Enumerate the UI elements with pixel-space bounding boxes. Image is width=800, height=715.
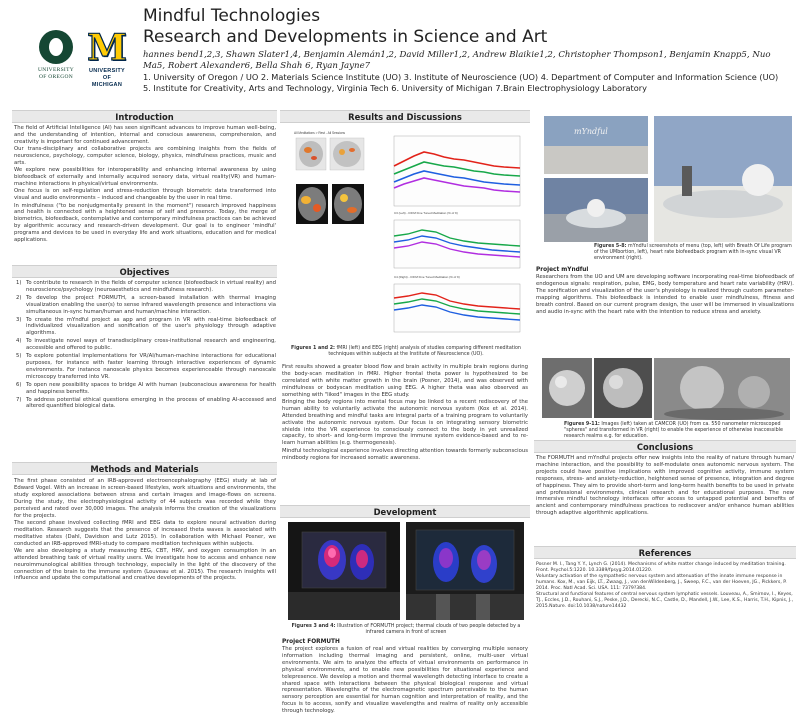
microscopy-figure-caption: [564, 422, 792, 440]
methods-body: [14, 478, 276, 583]
formuth-thermal-image-2: [406, 522, 524, 620]
objective-item: [14, 280, 276, 294]
eeg-plot-bottom: [394, 284, 520, 332]
university-of-michigan-logo: [86, 27, 128, 89]
objective-text: To develop the project FORMUTH, a screen-based installation with thermal imaging visualization enabling the user(s) to sense infrared wavelength presence and interactions via simultaneous in-sync human/human and human/machine interaction.: [26, 294, 276, 315]
fmri-title-label: All Meditations > Rest - All Sessions: [294, 131, 345, 135]
methods-paragraph: The second phase involved collecting fMRI and EEG data to explore neural activation during meditation. Research suggests that the presence of increased theta waves is associated with meditative states (Dahl, Davidson and Lutz 2015). In collaboration with Michael Posner, we conducted an IRB-approved fMRI-study to compare meditation techniques within subjects.: [14, 519, 276, 547]
poster-header: [0, 0, 800, 108]
eeg-plot-bottom-label: C4 (Right) - IOFM Fine Tuned Meditation (% of 9): [394, 275, 460, 279]
development-heading: Development: [280, 505, 530, 518]
university-of-oregon-logo: [30, 30, 82, 80]
eeg-figure: [374, 126, 526, 336]
objective-text: To create the mYndful project as app and program in VR with real-time biofeedback of individualized visualization and sonification of the user's physiology through adaptive algorithms.: [26, 316, 276, 337]
author-list: hannes bend1,2,3, Shawn Slater1,4, Benjamin Alemán1,2, David Miller1,2, Andrew Blaikie1,2, Christopher Thompson1, Benjamin Knapp5, Nuo Ma5, Robert Alexander6, Bella Shah 6, Ryan Jayne7: [143, 50, 771, 71]
sem-image-1: [542, 358, 592, 418]
oregon-logo-line2: OF OREGON: [38, 73, 74, 80]
eeg-plot-middle: [394, 220, 520, 268]
references-heading: References: [534, 546, 796, 559]
affiliations-line-1: 1. University of Oregon / UO 2. Materials Science Institute (UO) 3. Institute of Neuroscience (UO) 4. Department of Computer and Information Science (UO): [143, 72, 779, 82]
development-body: The project explores a fusion of real and virtual realities by converging multiple sensory information including thermal imaging and persistent, online, multi-user virtual environments. We aim to analyze the effects of virtual environments on performance in physical environments, and to enable new possibilities for situational experience and telepresence. We develop a motion and thermal wavelength detecting interface to create a shared space with interactions between the physical biological response and virtual representation. Wavelengths of the electromagnetic spectrum perceivable to the human sensory perception are essential for human cognition and interpretation of reality, and the focus is to access, sonify and visualize wavelengths and realms of reality only accessible through technology.: [282, 646, 528, 715]
michigan-logo-line1: UNIVERSITY OF: [88, 68, 125, 81]
conclusions-heading: Conclusions: [534, 440, 796, 453]
formuth-project-label: Project FORMUTH: [282, 639, 340, 645]
vr-sphere-image: [654, 358, 790, 420]
objective-text: To address potential ethical questions emerging in the process of enabling AI-accessed and altered quantified biological data.: [26, 396, 276, 410]
eeg-plot-top: [394, 136, 520, 206]
objective-number: 4): [16, 338, 22, 345]
methods-heading: Methods and Materials: [12, 462, 277, 475]
myndful-logo-text: mYndful: [574, 127, 608, 136]
poster-title: Mindful Technologies: [143, 6, 321, 26]
intro-paragraph: The field of Artificial Intelligence (AI) has seen significant advances to improve human well-being, and the understanding of intention, internal and conscious awareness, comprehension, and creativity is important for continued advancement.: [14, 125, 276, 145]
myndful-menu-screenshot: [544, 116, 648, 174]
myndful-caption-prefix: Figures 5-8:: [594, 244, 627, 249]
sem-sphere-image-2: [594, 358, 652, 418]
objective-number: 3): [16, 316, 22, 323]
sem-image-2: [594, 358, 652, 418]
formuth-thermal-image-1: [288, 522, 400, 620]
reference-item: Voluntary activation of the sympathetic nervous system and attenuation of the innate immune response in humans. Kox, M., van Eijk, LT., Zwaag, J., van denWildenberg, J., Sweep, F.C., van der Hoeven, JG., Pickkers, P. 2014. Proc. Natl Acad. Sci. USA. 111: 7379?384.: [536, 574, 787, 591]
objective-item: [14, 397, 276, 411]
fmri-top-panels: [296, 138, 364, 170]
results-heading: Results and Discussions: [280, 110, 530, 123]
formuth-photo-2: [406, 522, 524, 620]
objective-text: To explore potential implementations for VR/AI/human-machine interactions for educational purposes, for instance with faster learning through interactive experiences of dynamic environments. For instance nanoscale physics becomes experienceable through nanoscale microscopy transferred into VR.: [26, 353, 276, 380]
reference-item: Posner M. I., Tang Y. Y., Lynch G. (2014). Mechanisms of white matter change induced by meditation training. Front. Psychol.5:1220. 10.3389/fpsyg.2014.01220.: [536, 562, 786, 573]
objectives-heading: Objectives: [12, 265, 277, 278]
results-caption-prefix: Figures 1 and 2:: [291, 346, 335, 351]
myndful-project-label: Project mYndful: [536, 267, 589, 273]
affiliations-line-2: 5. Institute for Creativity, Arts and Technology, Virginia Tech 6. University of Michigan 7.Brain Electrophysiology Laboratory: [143, 83, 647, 93]
objective-number: 6): [16, 381, 22, 388]
myndful-menu-image: [544, 116, 648, 174]
objective-number: 2): [16, 294, 22, 301]
objective-item: [14, 382, 276, 396]
objective-number: 5): [16, 353, 22, 360]
myndful-breath-screenshot: [544, 178, 648, 242]
michigan-block-m-icon: M: [87, 27, 127, 69]
introduction-body: [14, 125, 276, 244]
formuth-photo-1: [288, 522, 400, 620]
references-list: [536, 562, 794, 610]
objective-item: [14, 317, 276, 338]
intro-paragraph: One focus is on self-regulation and stress-reduction through biometric data transformed into visual and audio environments – induced and changeable by the user in real time.: [14, 188, 276, 202]
results-paragraph: First results showed a greater blood flow and brain activity in multiple brain regions during the body-scan meditation in fMRI. Higher frontal theta power is hypothesized to be correlated with white matter growth in the brain (Posner, 2014), and was observed with mindfulness or bodyscan meditation using EEG. A higher theta was also observed as something with "liked" images in the EEG study.: [282, 364, 528, 398]
objective-text: To investigate novel ways of transdisciplinary cross-institutional research and engineering, accessible and offered to public.: [26, 338, 276, 352]
microscopy-caption-text: Images (left) taken at CAMCOR (UO) from ca. 550 nanometer microscoped "spheres" and transformed in VR (right) to enable the experience of otherwise inaccessible research realms e.g. for education.: [564, 422, 783, 439]
right-column: [534, 108, 796, 609]
objective-number: 1): [16, 280, 22, 286]
myndful-body: Researchers from the UO and UM are developing software incorporating real-time biofeedback of endogenous signals: respiration, pulse, EMG, body temperature and heart rate variability (HRV). The sonification and visualization of the user's physiology is realized through custom parameter-mapping algorithms. This biofeedback is intended to enable user mindfulness, fitness and breath control. Based on our current program design, the user will be immersed in visualizations and audio in-sync with the heart rate with the intention to reduce stress and anxiety.: [536, 274, 794, 315]
fmri-brain-scans-image: [292, 128, 368, 236]
middle-column: [280, 108, 530, 715]
intro-paragraph: Our trans-disciplinary and collaborative projects are combining insights from the fields of neuroscience, psychology, computer science, biology, physics, mindfulness practices, music and arts.: [14, 146, 276, 166]
objectives-list: [14, 280, 276, 411]
sem-sphere-image-1: [542, 358, 592, 418]
myndful-caption-text: mYndful screenshots of menu (top, left) with Breath Of Life program of the UMbortion, left), heart rate biofeedback program with in-sync visual VR environment (right).: [594, 244, 792, 261]
myndful-heartrate-image: [654, 116, 792, 242]
myndful-figure-caption: [594, 244, 794, 262]
eeg-plot-mid-label: C3 (Left) - IOFM Fine Tuned Meditation (% of 9): [394, 211, 458, 215]
intro-paragraph: In mindfulness ("to be nonjudgmentally present in the moment") research improved happiness and health is connected with a heightened sense of self and presence. Today, the merge of biometrics, biofeedback, contemplative and contemporary mindfulness practices can be achieved by algorithmic accuracy and research-driven development. Our goal is to engineer 'mindful' programs and devices to be used in everyday life and work situations, education and for medical applications.: [14, 202, 276, 244]
reference-item: Structural and functional features of central nervous system lymphatic vessels. Louveau, A., Smirnov, I., Keyes, TJ., Eccles, J.D., Rouhani, S.J., Peske, J.D., Derecki, N.C., Castle, D., Mandell, J.W., Lee, K.S., Harris, T.H., Kipnis, J., 2015.Nature. doi:10.1038/nature14432: [536, 592, 794, 609]
oregon-o-icon: [39, 30, 73, 64]
intro-paragraph: We explore new possibilities for interoperability and enhancing internal awareness by using biofeedback of externally and internally acquired sensory data, virtual reality(VR) and human-machine interactions in physical/virtual environments.: [14, 167, 276, 188]
left-column: [12, 108, 277, 600]
eeg-spectrum-plots-image: [374, 126, 526, 336]
vr-transformed-sphere-image: [654, 358, 790, 420]
objective-item: [14, 338, 276, 352]
methods-paragraph: We are also developing a study measuring EEG, CBT, HRV, and oxygen consumption in an attended breathing task of virtual reality users. We investigate how to access and enhance new neuroimmunological abilities through technology, especially in the light of the discovery of the connection of the brain to the immune system (Louveau et al. 2015). The research insights will influence and update the computational and creative developments of the projects.: [14, 547, 276, 582]
objective-text: To open new possibility spaces to bridge AI with human (subconscious awareness for health and happiness benefits.: [26, 381, 276, 395]
title-block: [143, 6, 793, 94]
poster-subtitle: Research and Developments in Science and Art: [143, 27, 548, 47]
objective-number: 7): [16, 396, 22, 403]
fmri-figure: [292, 128, 368, 236]
oregon-logo-line1: UNIVERSITY: [38, 67, 74, 73]
microscopy-caption-prefix: Figures 9-11:: [564, 422, 600, 427]
myndful-heartrate-screenshot: [654, 116, 792, 242]
results-body: [282, 364, 528, 462]
objective-item: [14, 295, 276, 316]
results-caption-text: fMRI (left) and EEG (right) analysis of studies comparing different meditation techniques within subjects at the Institute of Neuroscience (UO).: [328, 346, 521, 357]
introduction-heading: Introduction: [12, 110, 277, 123]
methods-paragraph: The first phase consisted of an IRB-approved electroencephalography (EEG) study at lab of Edward Vogel. With an increase in screen-based lifestyles, work situations and environments, the study explored associations between stress and certain images and image-flows on screens. During the study, the electrophysiological activity of 44 subjects was recorded while they perceived and rated over 30,000 images. The analysis informs the creation of the visualizations for the projects.: [14, 478, 276, 519]
objective-text: To contribute to research in the fields of computer science (biofeedback in virtual reality) and neuroscience/psychology (neuroaesthetics and mindfulness research).: [26, 280, 276, 293]
results-paragraph: Mindful technological experience involves directing attention towards formerly subconscious mindbody regions for increased somatic awareness.: [282, 447, 528, 461]
myndful-breath-image: [544, 178, 648, 242]
conclusions-body: The FORMUTH and mYndful projects offer new insights into the reality of nature through human/ machine interaction, and the possibility to self-modulate ones autonomic nervous system. The projects could have positive implications with improved cognitive activity, immune system responses, stress- and anxiety-reduction, heightened sense of presence, integration and degree of happiness. They aim to provide short-term and long-term health benefits to be used in private and professional environments, clinical research and for educational purposes. The new immersive mindful technology interfaces offer access to untapped potential and benefits of ancient and contemporary mindfulness practices to rediscover and/or enhance human abilities through adaptive algorithmic applications.: [536, 455, 794, 517]
objective-item: [14, 353, 276, 381]
michigan-logo-line2: MICHIGAN: [91, 81, 123, 88]
development-caption-prefix: Figures 3 and 4:: [291, 624, 336, 629]
results-figure-caption: [284, 346, 528, 358]
development-caption-text: Illustration of FORMUTH project; thermal clouds of two people detected by a infrared camera in front of screen: [335, 624, 521, 635]
development-figure-caption: [284, 624, 528, 636]
results-paragraph: Bringing the body regions into mental focus may be linked to a recent rediscovery of the human ability to voluntarily activate the autonomic nervous system (Kox et al. 2014). Attended breathing and mindful tasks are integral parts of a training program to voluntarily activate the autonomic nervous system. Our focus is on integrating sensory biometric shields into the VR experience to consciously connect to the body in yet unrealized capacity, to short- and long-term improve the immune system evidence-based and to re-learn human abilities (e.g. thermogenesis).: [282, 398, 528, 447]
